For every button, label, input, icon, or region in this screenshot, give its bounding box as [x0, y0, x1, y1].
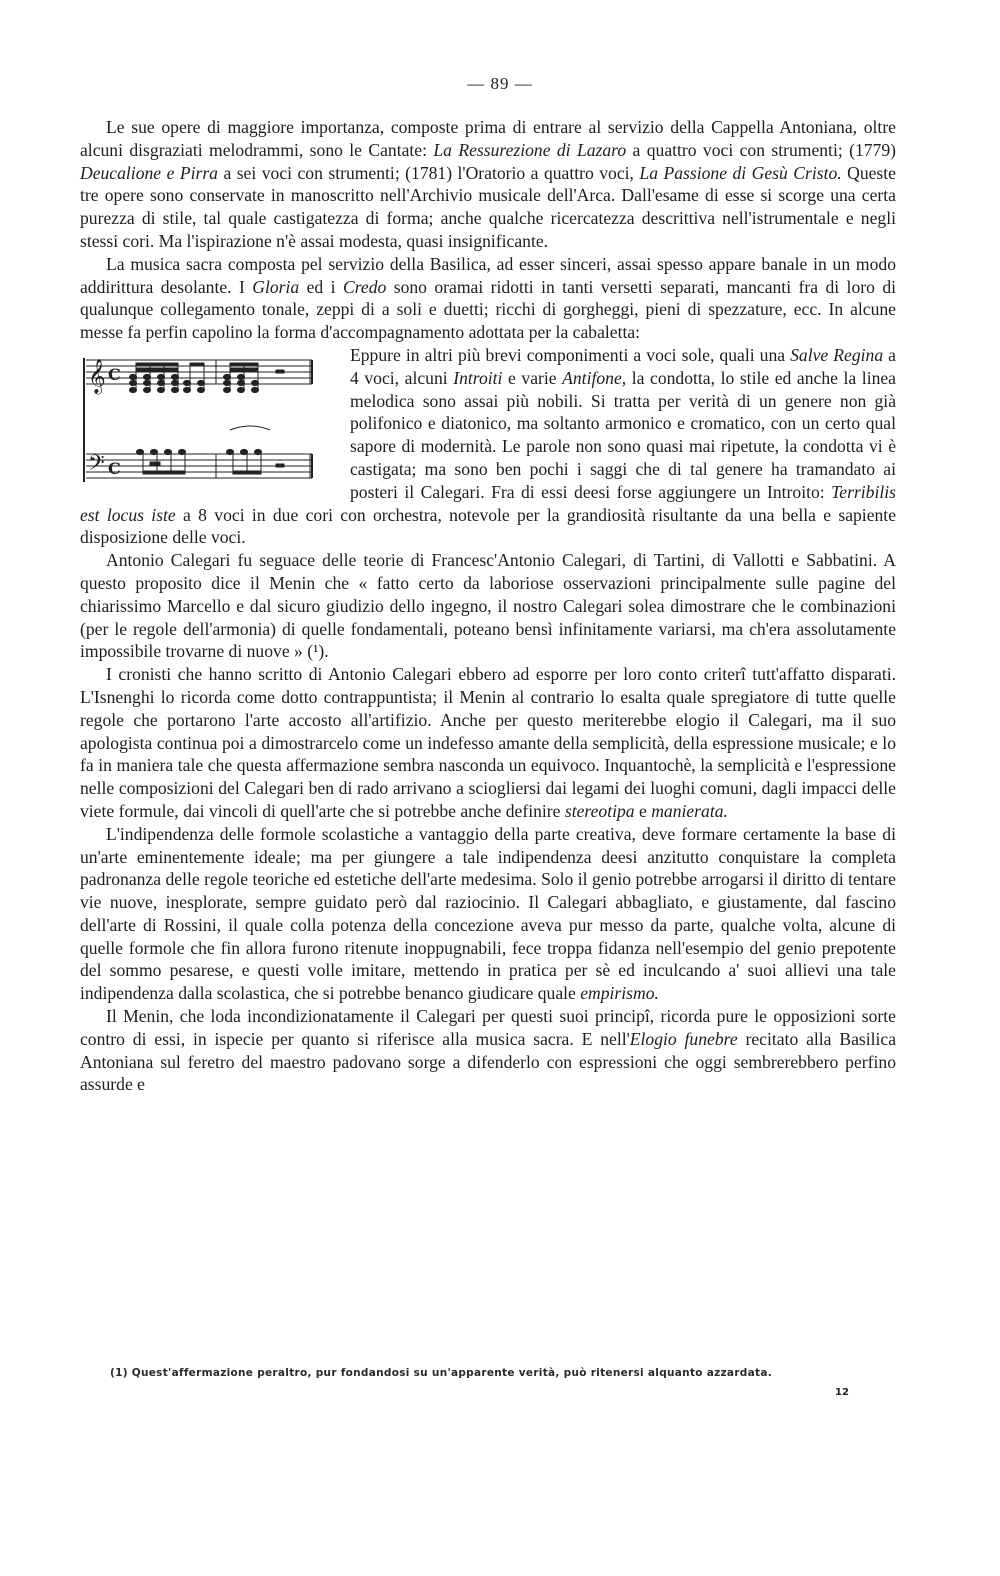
paragraph-7: Il Menin, che loda incondizionatamente il Calegari per questi suoi principî, ricorda pure le opposizioni sorte contro di essi, in ispecie per quanto si riferisce alla musica sacra. E nell'Elogio funebre recitato alla Basilica Antoniana sul feretro del maestro padovano sorge a difenderlo con espressioni che oggi sembrerebbero perfino assurde e — [80, 1006, 897, 1095]
italic-title: stereotipa — [564, 800, 635, 821]
treble-clef-icon: 𝄞 — [88, 358, 106, 394]
music-example — [80, 350, 324, 492]
italic-title: Introiti — [453, 367, 503, 388]
italic-title: La Passione di Gesù Cristo. — [639, 162, 842, 183]
italic-title: La Ressurezione di Lazaro — [433, 139, 627, 160]
italic-title: Terribilis est locus iste — [80, 481, 896, 525]
italic-title: Credo — [342, 276, 387, 297]
paragraph-1: Le sue opere di maggiore importanza, composte prima di entrare al servizio della Cappella Antoniana, oltre alcuni disgraziati melodrammi, sono le Cantate: La Ressurezione di Lazaro a quattro voci con strumenti; (1779) Deucalione e Pirra a sei voci con strumenti; (1781) l'Oratorio a quattro voci, La Passione di Gesù Cristo. Queste tre opere sono conservate in manoscritto nell'Archivio musicale dell'Arca. Dall'esame di esse si scorge una certa purezza di stile, tal quale castigatezza di forma; anche qualche ricercatezza descrittiva nell'istrumentale e negli stessi cori. Ma l'ispirazione n'è assai modesta, quasi insignificante. — [80, 117, 897, 251]
footnote: (1) Quest'affermazione peraltro, pur fondandosi su un'apparente verità, può ritenersi alquanto azzardata. — [110, 1367, 772, 1379]
paragraph-4: Antonio Calegari fu seguace delle teorie di Francesc'Antonio Calegari, di Tartini, di Vallotti e Sabbatini. A questo proposito dice il Menin che « fatto certo da laboriose osservazioni principalmente sulle pagine del chiarissimo Marcello e dal sicuro giudizio dello ingegno, il nostro Calegari solea dimostrare che le combinazioni (per le regole dell'armonia) di quelle fondamentali, poteano bensì infinitamente variarsi, ma ch'era assolutamente impossibile trovarne di nuove » (¹). — [80, 550, 896, 662]
time-signature-bass: C — [108, 458, 121, 478]
paragraph-5: I cronisti che hanno scritto di Antonio Calegari ebbero ad esporre per loro conto criterî tutt'affatto disparati. L'Isnenghi lo ricorda come dotto contrappuntista; il Menin al contrario lo esalta quale spregiatore di tutte quelle regole che portarono l'arte accosto all'artifizio. Anche per questo meriterebbe elogio il Calegari, ma il suo apologista continua poi a dimostrarcelo come un indefesso amante della semplicità, della espressione musicale; e lo fa in maniera tale che questa affermazione sembra nasconda un equivoco. Inquantochè, la semplicità e l'espressione nelle composizioni del Calegari ben di rado arrivano a sciogliersi dai legami dei luoghi comuni, dagli impacci delle viete formule, dai vincoli di quell'arte che si potrebbe anche definire stereotipa e manierata. — [80, 664, 896, 821]
time-signature-treble: C — [108, 364, 121, 384]
italic-title: Gloria — [252, 276, 300, 297]
paragraph-6: L'indipendenza delle formole scolastiche a vantaggio della parte creativa, deve formare certamente la base di un'arte eminentemente ideale; ma per giungere a tale indipendenza deesi anzitutto conquistare la completa padronanza delle regole teoriche ed estetiche dell'arte medesima. Solo il genio potrebbe arrogarsi il diritto di tentare vie nuove, inesplorate, sempre guidato però dal raziocinio. Il Calegari abbagliato, e giustamente, dal fascino dell'arte di Rossini, il quale colla potenza della concezione aveva pur messo da parte, qualche volta, alcune di quelle formole che fin allora furono ritenute inoppugnabili, fece troppa fidanza nell'esempio del genio prepotente del sommo pesarese, e questi volle imitare, mettendo in pratica per sè ed inculcando a' suoi allievi una tale indipendenza dalla scolastica, che si potrebbe benanco giudicare quale empirismo. — [80, 823, 896, 1004]
italic-title: empirismo. — [580, 983, 659, 1004]
paragraph-3: Eppure in altri più brevi componimenti a voci sole, quali una Salve Regina a 4 voci, alcuni Introiti e varie Antifone, la condotta, lo stile ed anche la linea melodica sono assai più nobili. Si tratta per verità di un genere non già polifonico e diatonico, ma soltanto armonico e cromatico, con un certo qual sapore di modernità. Le parole non sono quasi mai ripetute, la condotta vi è castigata; ma sono ben pochi i saggi che di tal genere ha tramandato ai posteri il Calegari. Fra di essi deesi forse aggiungere un Introito: Terribilis est locus iste a 8 voci in due cori con orchestra, notevole per la grandiosità risultante da una bella e sapiente disposizione delle voci. — [80, 344, 896, 548]
italic-title: Elogio funebre — [629, 1028, 738, 1049]
italic-title: Deucalione e Pirra — [80, 162, 218, 183]
page-body — [80, 116, 896, 1096]
page-number: — 89 — — [467, 74, 533, 93]
italic-title: Antifone, — [562, 367, 627, 388]
bass-clef-icon: 𝄢 — [88, 450, 105, 481]
paragraph-2: La musica sacra composta pel servizio della Basilica, ad esser sinceri, assai spesso appare banale in un modo addirittura desolante. I Gloria ed i Credo sono oramai ridotti in tanti versetti separati, mancanti fra di loro di qualunque collegamento tonale, zeppi di a soli e duetti; ricchi di gorgheggi, pieni di spezzature, ecc. In alcune messe fa perfin capolino la forma d'accompagnamento adottata per la cabaletta: — [80, 253, 897, 343]
bass-notes — [137, 449, 285, 474]
italic-title: Salve Regina — [790, 344, 884, 365]
signature-mark: 12 — [835, 1387, 849, 1398]
italic-title: manierata. — [651, 800, 728, 821]
